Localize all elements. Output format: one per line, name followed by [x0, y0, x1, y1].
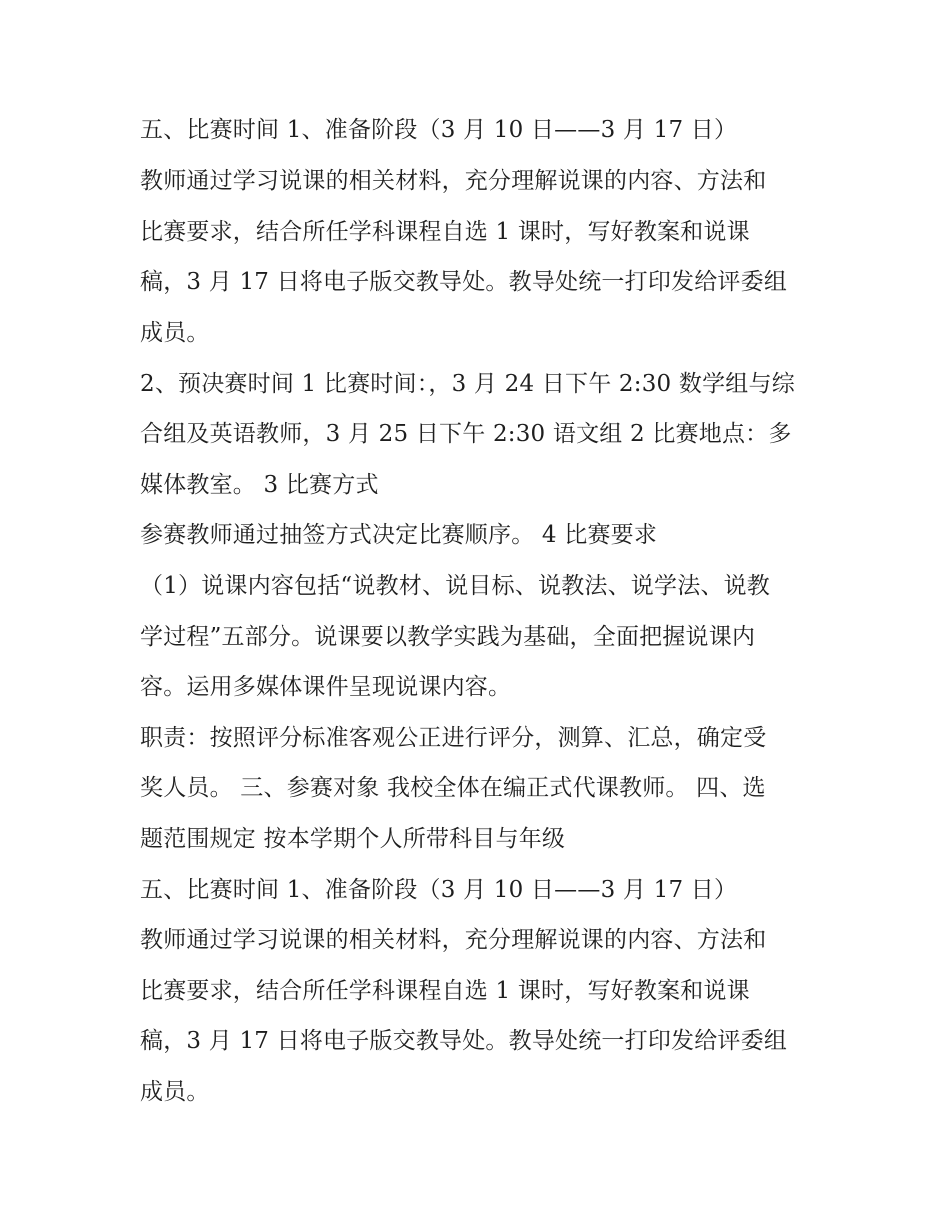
text-line: 媒体教室。 3 比赛方式: [140, 472, 379, 498]
text-line: 学过程”五部分。说课要以教学实践为基础，全面把握说课内: [140, 624, 756, 650]
text-line: 稿，3 月 17 日将电子版交教导处。教导处统一打印发给评委组: [140, 1028, 788, 1054]
text-line: 稿，3 月 17 日将电子版交教导处。教导处统一打印发给评委组: [140, 269, 788, 295]
text-line: 五、比赛时间 1、准备阶段（3 月 10 日——3 月 17 日）: [140, 877, 738, 903]
text-line: 教师通过学习说课的相关材料，充分理解说课的内容、方法和: [140, 927, 767, 953]
text-line: 容。运用多媒体课件呈现说课内容。: [140, 674, 512, 700]
text-line: 成员。: [140, 1079, 210, 1105]
text-line: 合组及英语教师，3 月 25 日下午 2:30 语文组 2 比赛地点：多: [140, 421, 792, 447]
text-line: 参赛教师通过抽签方式决定比赛顺序。 4 比赛要求: [140, 522, 658, 548]
text-line: 奖人员。 三、参赛对象 我校全体在编正式代课教师。 四、选: [140, 775, 766, 801]
text-line: 比赛要求，结合所任学科课程自选 1 课时，写好教案和说课: [140, 978, 750, 1004]
text-line: 职责：按照评分标准客观公正进行评分，测算、汇总，确定受: [140, 725, 767, 751]
text-line: 五、比赛时间 1、准备阶段（3 月 10 日——3 月 17 日）: [140, 117, 738, 143]
text-line: 教师通过学习说课的相关材料，充分理解说课的内容、方法和: [140, 168, 767, 194]
text-line: 比赛要求，结合所任学科课程自选 1 课时，写好教案和说课: [140, 219, 750, 245]
text-line: 成员。: [140, 320, 210, 346]
text-line: 2、预决赛时间 1 比赛时间：，3 月 24 日下午 2:30 数学组与综: [140, 371, 795, 397]
text-line: 题范围规定 按本学期个人所带科目与年级: [140, 826, 566, 852]
text-line: （1）说课内容包括“说教材、说目标、说教法、说学法、说教: [140, 573, 770, 599]
